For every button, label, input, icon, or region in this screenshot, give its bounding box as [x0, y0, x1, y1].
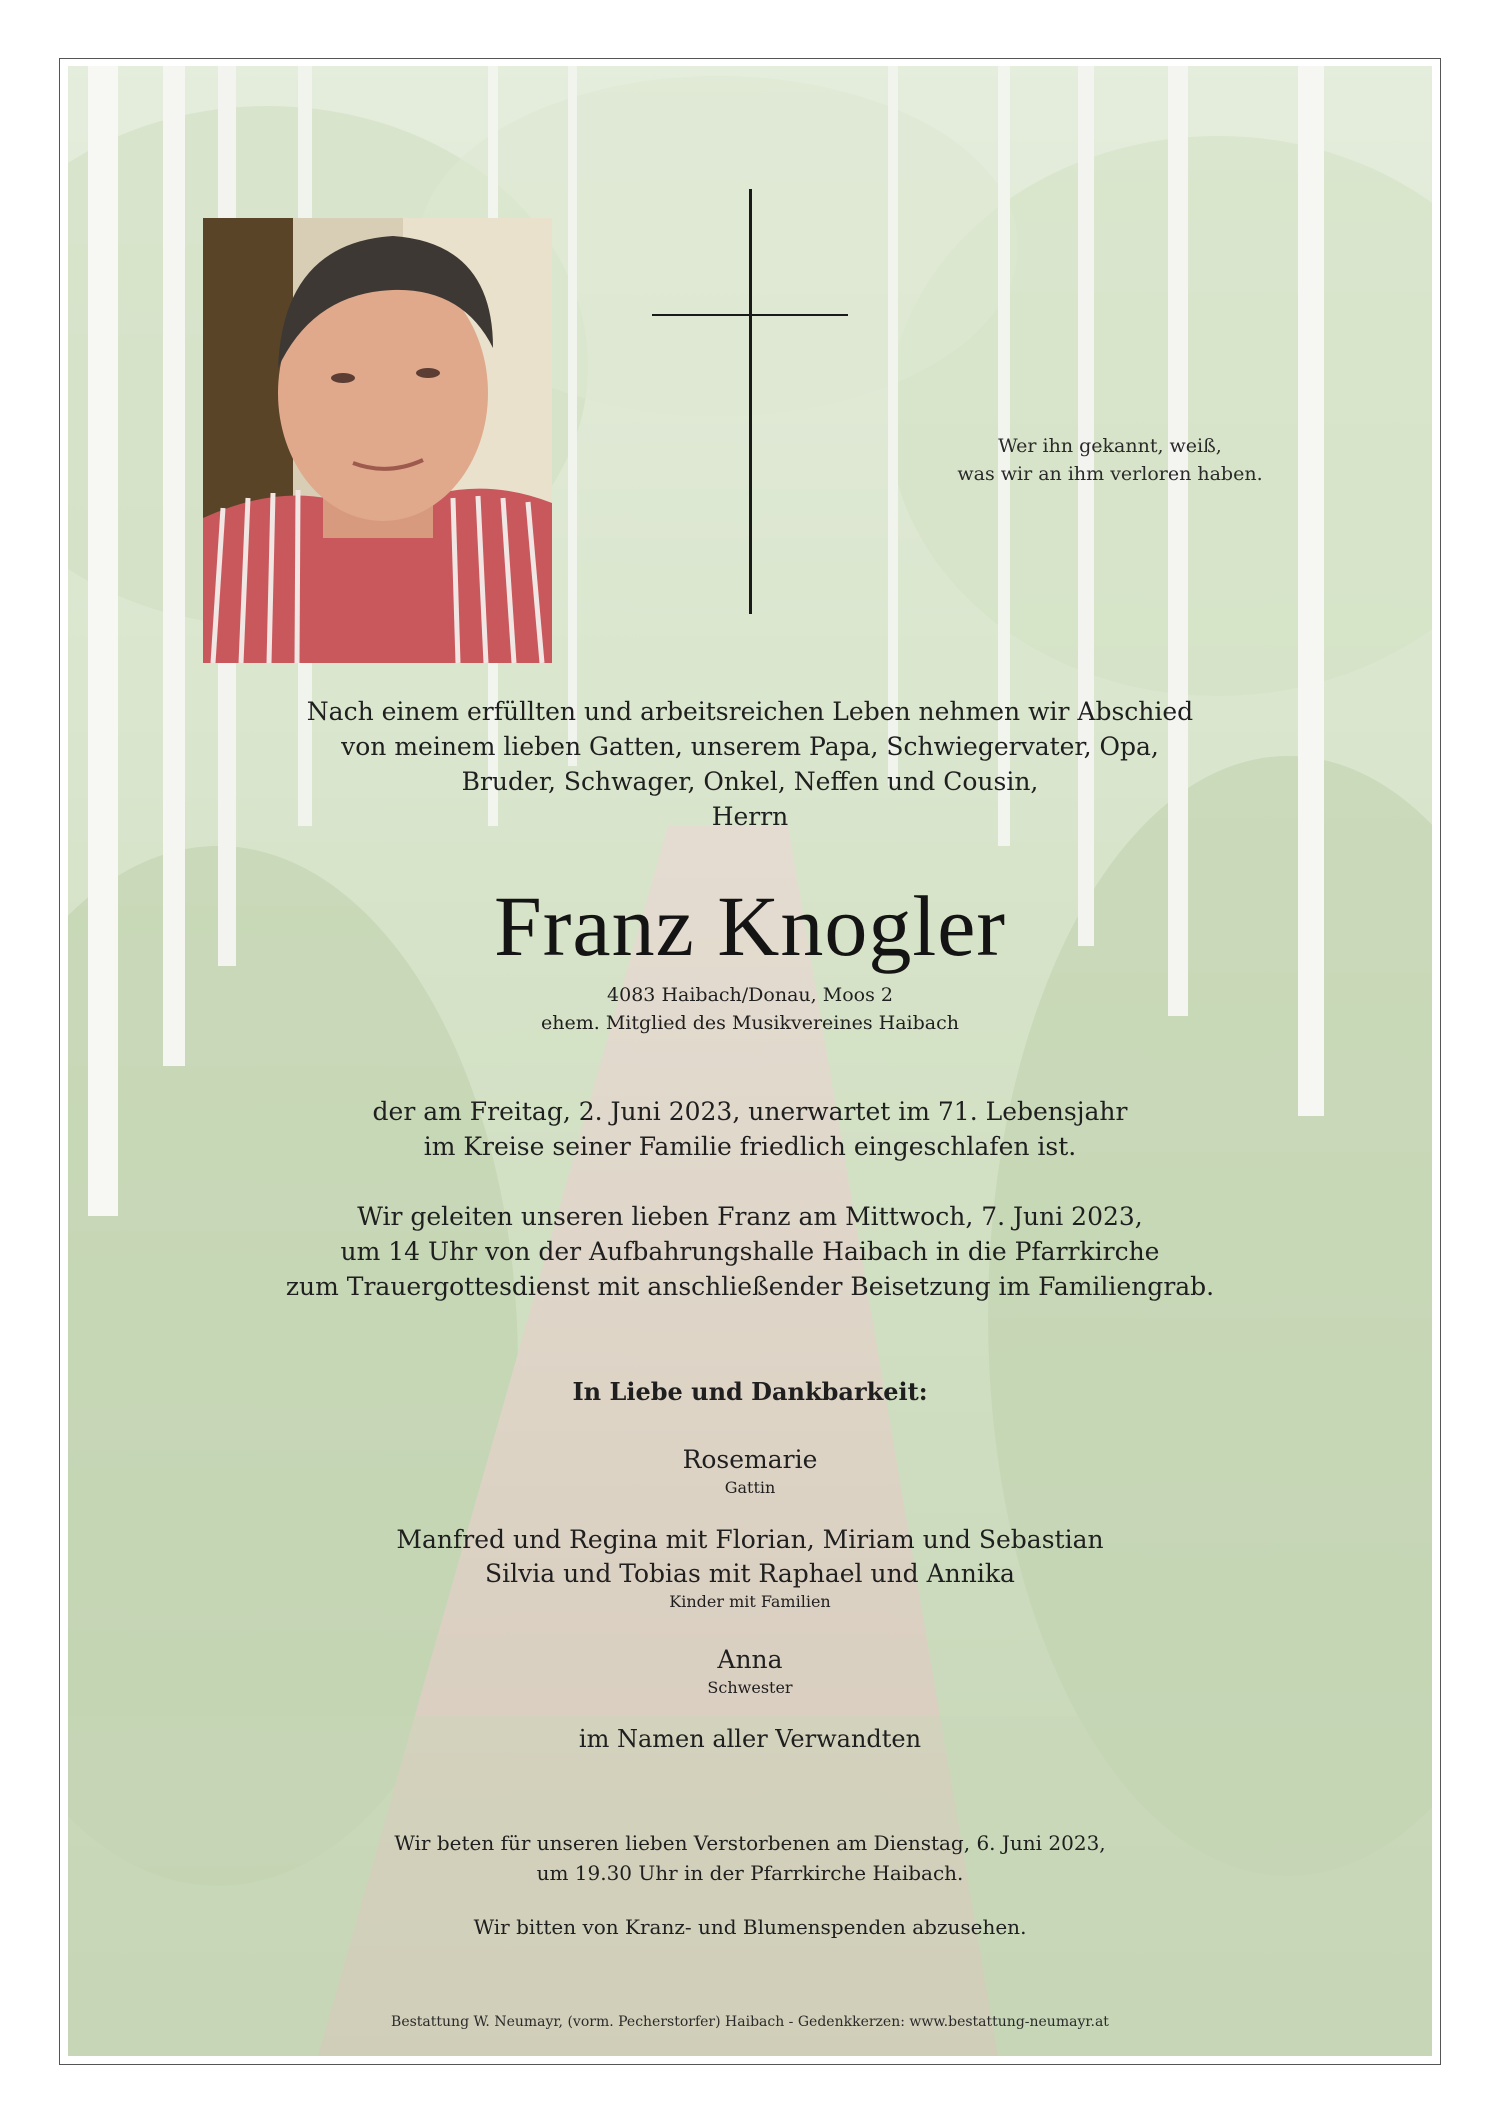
death-line: im Kreise seiner Familie friedlich eingeschlafen ist. [423, 1132, 1077, 1161]
mourner-name: Manfred und Regina mit Florian, Miriam und Sebastian [396, 1525, 1104, 1554]
thanks-heading: In Liebe und Dankbarkeit: [572, 1377, 928, 1406]
intro-line: Herrn [711, 802, 789, 831]
deceased-details [68, 981, 1432, 1037]
intro-line: Bruder, Schwager, Onkel, Neffen und Cousin, [461, 767, 1039, 796]
mourner-relation: Gattin [724, 1478, 776, 1497]
mourner-group [68, 1643, 1432, 1699]
quote-line: was wir an ihm verloren haben. [957, 463, 1263, 485]
deceased-address: 4083 Haibach/Donau, Moos 2 [607, 984, 893, 1006]
quote-line: Wer ihn gekannt, weiß, [998, 435, 1222, 457]
prayer-notice [68, 1828, 1432, 1888]
mourner-name: Silvia und Tobias mit Raphael und Annika [485, 1559, 1015, 1588]
mourner-relation: Schwester [707, 1678, 793, 1697]
memorial-quote [860, 432, 1360, 488]
funeral-details [68, 1199, 1432, 1304]
cross-horizontal-bar [652, 314, 848, 316]
intro-line: von meinem lieben Gatten, unserem Papa, Schwiegervater, Opa, [341, 732, 1159, 761]
mourner-relation: Kinder mit Familien [669, 1592, 831, 1611]
deceased-note: ehem. Mitglied des Musikvereines Haibach [541, 1012, 959, 1034]
death-line: der am Freitag, 2. Juni 2023, unerwartet im 71. Lebensjahr [372, 1097, 1128, 1126]
intro-text [68, 694, 1432, 834]
prayer-line: um 19.30 Uhr in der Pfarrkirche Haibach. [536, 1861, 964, 1885]
funeral-line: Wir geleiten unseren lieben Franz am Mittwoch, 7. Juni 2023, [357, 1202, 1143, 1231]
mourner-group [68, 1443, 1432, 1499]
relatives-line: im Namen aller Verwandten [578, 1725, 922, 1753]
flowers-note: Wir bitten von Kranz- und Blumenspenden abzusehen. [473, 1915, 1027, 1939]
intro-line: Nach einem erfüllten und arbeitsreichen Leben nehmen wir Abschied [306, 697, 1194, 726]
cross-vertical-bar [749, 189, 752, 614]
mourner-group [68, 1523, 1432, 1613]
funeral-line: um 14 Uhr von der Aufbahrungshalle Haibach in die Pfarrkirche [340, 1237, 1160, 1266]
death-notice [68, 1094, 1432, 1164]
mourner-name: Anna [717, 1645, 783, 1674]
prayer-line: Wir beten für unseren lieben Verstorbenen am Dienstag, 6. Juni 2023, [394, 1831, 1106, 1855]
portrait-photo [203, 218, 552, 663]
mourner-name: Rosemarie [682, 1445, 818, 1474]
footer-credit: Bestattung W. Neumayr, (vorm. Pecherstorfer) Haibach - Gedenkkerzen: www.bestattung-neumayr.at [391, 2014, 1109, 2030]
deceased-name: Franz Knogler [493, 878, 1007, 974]
funeral-line: zum Trauergottesdienst mit anschließender Beisetzung im Familiengrab. [285, 1272, 1215, 1301]
